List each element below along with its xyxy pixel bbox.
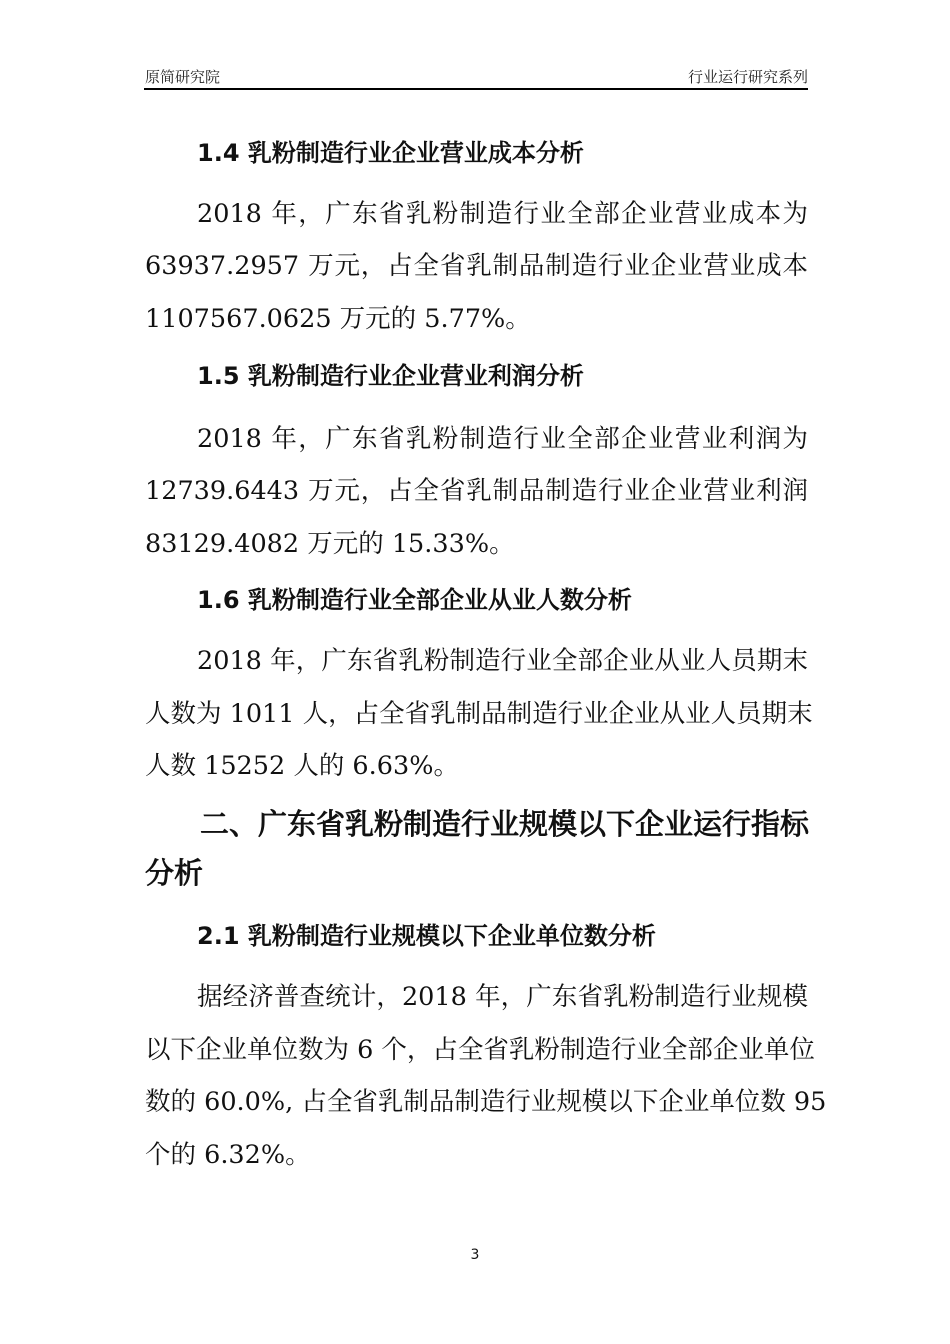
header-left: 原简研究院 (145, 68, 221, 86)
section-heading: 1.5 乳粉制造行业企业营业利润分析 (197, 362, 584, 390)
paragraph-line: 1107567.0625 万元的 5.77%。 (145, 304, 531, 334)
paragraph-line: 数的 60.0%, 占全省乳制品制造行业规模以下企业单位数 95 (145, 1087, 827, 1117)
paragraph-line: 以下企业单位数为 6 个，占全省乳粉制造行业全部企业单位 (145, 1035, 815, 1065)
header-rule (144, 88, 808, 90)
section-heading: 2.1 乳粉制造行业规模以下企业单位数分析 (197, 922, 656, 950)
section-heading: 1.4 乳粉制造行业企业营业成本分析 (197, 139, 584, 167)
paragraph-line: 63937.2957 万元，占全省乳制品制造行业企业营业成本 (145, 251, 808, 281)
chapter-heading: 二、广东省乳粉制造行业规模以下企业运行指标 (200, 807, 810, 841)
paragraph-line: 个的 6.32%。 (145, 1140, 311, 1170)
header-right: 行业运行研究系列 (687, 68, 808, 86)
paragraph-line: 83129.4082 万元的 15.33%。 (145, 529, 515, 559)
paragraph-line: 人数 15252 人的 6.63%。 (145, 751, 459, 781)
paragraph-line: 2018 年，广东省乳粉制造行业全部企业从业人员期末 (197, 646, 808, 676)
paragraph-line: 据经济普查统计，2018 年，广东省乳粉制造行业规模 (197, 982, 808, 1012)
section-heading: 1.6 乳粉制造行业全部企业从业人数分析 (197, 586, 632, 614)
page-number: 3 (470, 1247, 480, 1263)
chapter-heading-cont: 分析 (145, 856, 204, 890)
paragraph-line: 2018 年，广东省乳粉制造行业全部企业营业利润为 (197, 424, 808, 454)
paragraph-line: 12739.6443 万元，占全省乳制品制造行业企业营业利润 (145, 476, 808, 506)
paragraph-line: 人数为 1011 人，占全省乳制品制造行业企业从业人员期末 (145, 699, 813, 729)
paragraph-line: 2018 年，广东省乳粉制造行业全部企业营业成本为 (197, 199, 808, 229)
